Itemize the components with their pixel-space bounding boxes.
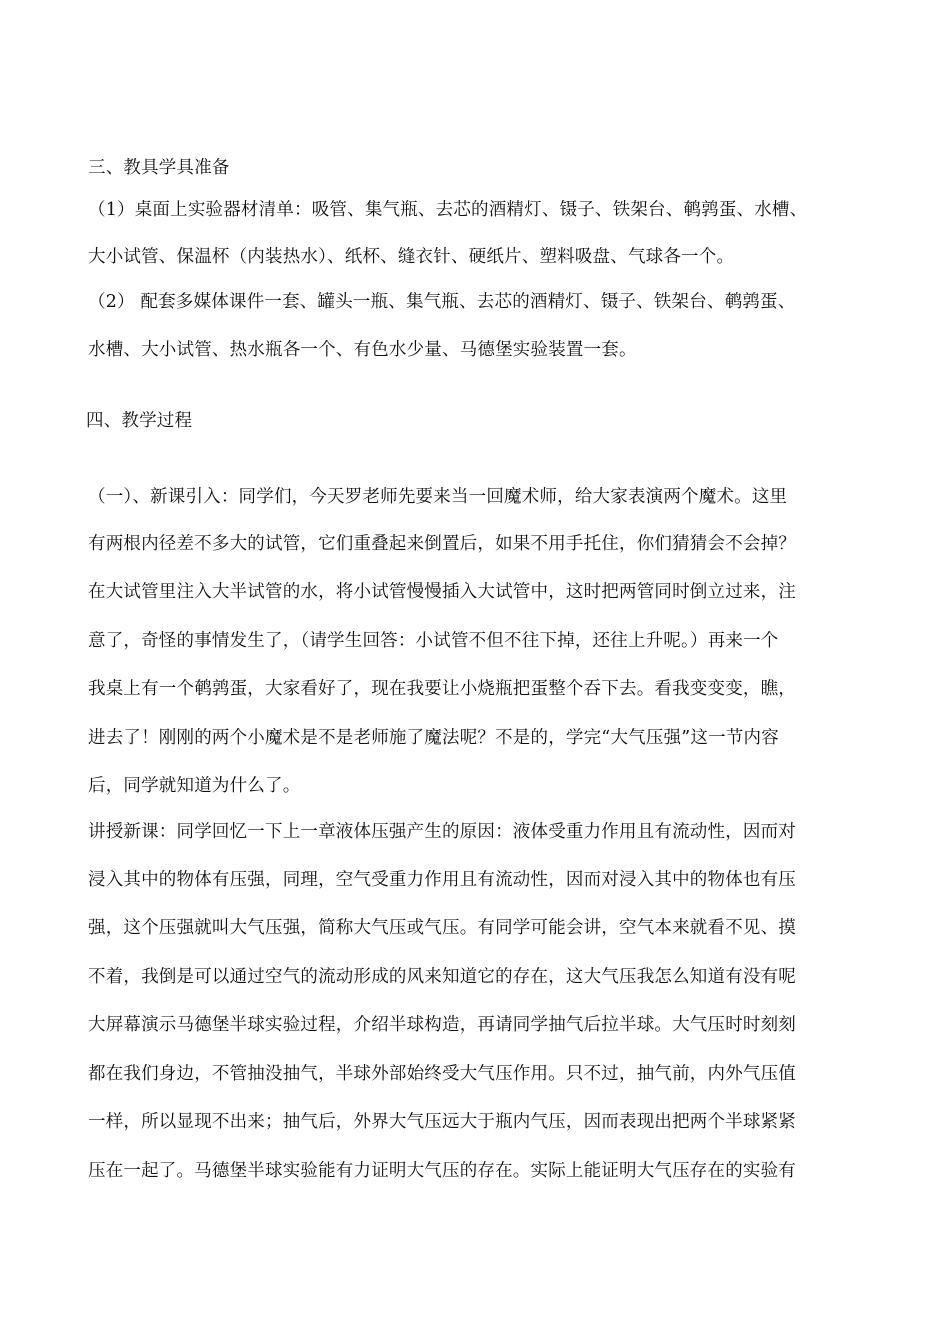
lecture-paragraph-line-2: 浸入其中的物体有压强，同理，空气受重力作用且有流动性，因而对浸入其中的物体也有压 xyxy=(88,870,796,890)
section-3-item-2-line-2: 水槽、大小试管、热水瓶各一个、有色水少量、马德堡实验装置一套。 xyxy=(88,340,637,360)
lecture-paragraph-line-7: 一样，所以显现不出来；抽气后，外界大气压远大于瓶内气压，因而表现出把两个半球紧紧 xyxy=(88,1112,796,1132)
intro-paragraph-line-5: 我桌上有一个鹌鹑蛋，大家看好了，现在我要让小烧瓶把蛋整个吞下去。看我变变变，瞧， xyxy=(88,679,796,699)
lecture-paragraph-line-4: 不着，我倒是可以通过空气的流动形成的风来知道它的存在，这大气压我怎么知道有没有呢 xyxy=(88,967,796,987)
intro-paragraph-line-7: 后，同学就知道为什么了。 xyxy=(88,776,301,796)
lecture-paragraph-line-5: 大屏幕演示马德堡半球实验过程，介绍半球构造，再请同学抽气后拉半球。大气压时时刻刻 xyxy=(88,1015,796,1035)
lecture-paragraph-line-1: 讲授新课：同学回忆一下上一章液体压强产生的原因：液体受重力作用且有流动性，因而对 xyxy=(88,822,796,842)
section-3-item-1-line-1: （1）桌面上实验器材清单：吸管、集气瓶、去芯的酒精灯、镊子、铁架台、鹌鹑蛋、水槽、 xyxy=(88,200,808,220)
lecture-paragraph-line-6: 都在我们身边，不管抽没抽气，半球外部始终受大气压作用。只不过，抽气前，内外气压值 xyxy=(88,1064,796,1084)
intro-paragraph-line-4: 意了，奇怪的事情发生了，（请学生回答：小试管不但不往下掉，还往上升呢。）再来一个 xyxy=(88,631,779,651)
lecture-paragraph-line-3: 强，这个压强就叫大气压强，简称大气压或气压。有同学可能会讲，空气本来就看不见、摸 xyxy=(88,918,796,938)
intro-paragraph-line-3: 在大试管里注入大半试管的水，将小试管慢慢插入大试管中，这时把两管同时倒立过来，注 xyxy=(88,582,796,602)
intro-paragraph-line-1: （一）、新课引入：同学们，今天罗老师先要来当一回魔术师，给大家表演两个魔术。这里 xyxy=(88,487,788,507)
section-3-item-2-line-1: （2） 配套多媒体课件一套、罐头一瓶、集气瓶、去芯的酒精灯、镊子、铁架台、鹌鹑蛋、 xyxy=(88,292,796,312)
section-4-heading: 四、教学过程 xyxy=(86,411,193,431)
intro-paragraph-line-2: 有两根内径差不多大的试管，它们重叠起来倒置后，如果不用手托住，你们猜猜会不会掉？ xyxy=(88,534,796,554)
intro-paragraph-line-6: 进去了！刚刚的两个小魔术是不是老师施了魔法呢？不是的，学完“大气压强”这一节内容 xyxy=(88,728,779,748)
section-3-heading: 三、教具学具准备 xyxy=(88,158,230,178)
section-3-item-1-line-2: 大小试管、保温杯（内装热水）、纸杯、缝衣针、硬纸片、塑料吸盘、气球各一个。 xyxy=(88,247,735,267)
lecture-paragraph-line-8: 压在一起了。马德堡半球实验能有力证明大气压的存在。实际上能证明大气压存在的实验有 xyxy=(88,1161,796,1181)
